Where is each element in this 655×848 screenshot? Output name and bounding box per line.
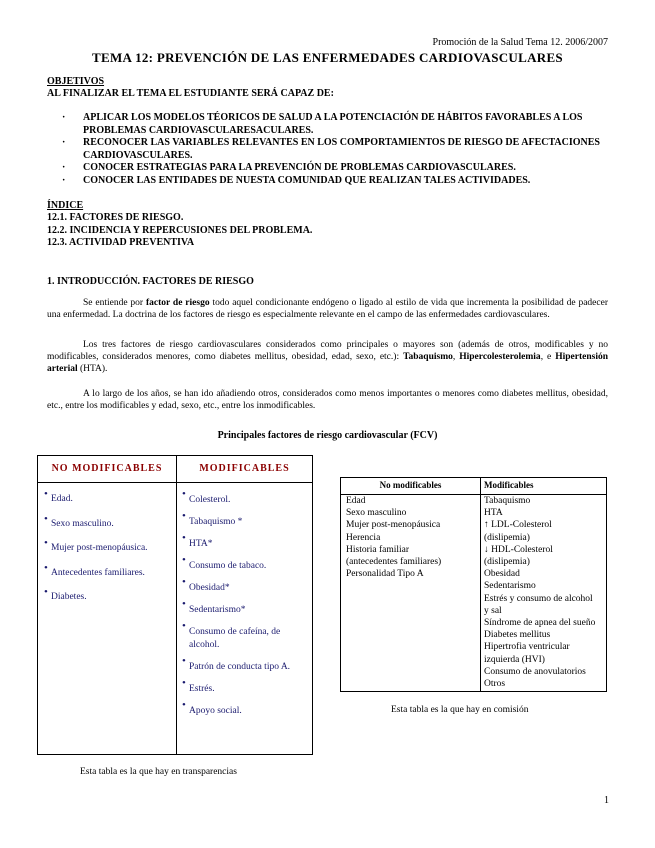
list-item: Historia familiar — [346, 544, 410, 555]
paragraph-definition: Se entiende por factor de riesgo todo aquel condicionante endógeno o ligado al estilo de vida que incrementa la posibilidad de padecer una enfermedad. La doctrina de los factores de riesgo es especialmente relevante en el campo de las enfermedades cardiovasculares. — [47, 298, 608, 320]
list-item: • HTA* — [182, 538, 310, 551]
modifiable-list — [182, 494, 310, 727]
risk-factors-table-commission — [340, 477, 607, 692]
index-item: 12.3. ACTIVIDAD PREVENTIVA — [47, 237, 195, 248]
list-item: Tabaquismo — [484, 496, 531, 506]
table2-caption: Esta tabla es la que hay en comisión — [391, 705, 529, 715]
list-item: • Tabaquismo * — [182, 516, 310, 529]
list-item: • Antecedentes familiares. — [44, 568, 172, 593]
objective-item: · CONOCER LAS ENTIDADES DE NUESTA COMUNIDAD QUE REALIZAN TALES ACTIVIDADES. — [62, 175, 610, 188]
list-item: • Mujer post-menopáusica. — [44, 543, 172, 568]
header-no-modificables: NO MODIFICABLES — [51, 463, 163, 474]
header-modificables: MODIFICABLES — [199, 463, 290, 474]
table1-caption: Esta tabla es la que hay en transparencias — [80, 767, 237, 777]
list-item: (antecedentes familiares) — [346, 557, 442, 568]
list-item: Personalidad Tipo A — [346, 569, 424, 580]
paragraph-major-factors: Los tres factores de riesgo cardiovasculares considerados como principales o mayores son (además de otros, modificables y no modificables, considerados menores, como diabetes mellitus, obesidad, edad, sexo, etc.): Tabaquismo, Hipercolesterolemia, e Hipertensión arterial (HTA). — [47, 340, 609, 374]
column-divider — [176, 456, 177, 754]
list-item: Sedentarismo — [484, 581, 536, 592]
list-item: Diabetes mellitus — [484, 630, 551, 641]
modifiable-list — [484, 495, 604, 690]
list-item: Otros — [484, 679, 506, 690]
page-header: Promoción de la Salud Tema 12. 2006/2007 — [432, 37, 608, 48]
list-item: Edad — [346, 496, 366, 506]
index-item: 12.1. FACTORES DE RIESGO. — [47, 212, 184, 223]
list-item: ↑ LDL-Colesterol — [484, 520, 552, 531]
document-title: TEMA 12: PREVENCIÓN DE LAS ENFERMEDADES CARDIOVASCULARES — [92, 50, 563, 65]
list-item: Herencia — [346, 532, 381, 543]
objectives-heading: OBJETIVOS — [47, 76, 105, 87]
list-item: • Diabetes. — [44, 592, 172, 617]
non-modifiable-list — [346, 495, 478, 580]
index-list — [47, 212, 312, 250]
objective-item: · RECONOCER LAS VARIABLES RELEVANTES EN LOS COMPORTAMIENTOS DE RIESGO DE AFECTACIONES CARDIOVASCULARES. — [62, 137, 610, 162]
risk-factors-table-transparencies — [37, 455, 313, 755]
list-item: Obesidad — [484, 569, 520, 580]
list-item: izquierda (HVI) — [484, 654, 545, 665]
list-item: HTA — [484, 508, 503, 519]
list-item: • Consumo de cafeína, de alcohol. — [182, 626, 310, 651]
list-item: Estrés y consumo de alcohol — [484, 593, 593, 604]
objectives-intro: AL FINALIZAR EL TEMA EL ESTUDIANTE SERÁ CAPAZ DE: — [47, 88, 334, 99]
list-item: • Obesidad* — [182, 582, 310, 595]
column-divider — [480, 478, 481, 691]
list-item: • Patrón de conducta tipo A. — [182, 661, 310, 674]
list-item: • Sexo masculino. — [44, 519, 172, 544]
objective-item: · CONOCER ESTRATEGIAS PARA LA PREVENCIÓN DE PROBLEMAS CARDIOVASCULARES. — [62, 162, 610, 175]
header-no-modificables: No modificables — [379, 480, 442, 490]
list-item: (dislipemia) — [484, 557, 530, 568]
list-item: • Apoyo social. — [182, 705, 310, 718]
list-item: • Colesterol. — [182, 494, 310, 507]
list-item: • Sedentarismo* — [182, 604, 310, 617]
index-item: 12.2. INCIDENCIA Y REPERCUSIONES DEL PROBLEMA. — [47, 224, 313, 236]
list-item: ↓ HDL-Colesterol — [484, 544, 553, 555]
objective-item: · APLICAR LOS MODELOS TÉORICOS DE SALUD A LA POTENCIACIÓN DE HÁBITOS FAVORABLES A LOS PROBLEMAS CARDIOVASCULARESACULARES. — [62, 112, 610, 137]
list-item: Síndrome de apnea del sueño — [484, 618, 596, 629]
index-heading: ÍNDICE — [47, 200, 84, 211]
list-item: (dislipemia) — [484, 532, 530, 543]
table-header-row — [38, 456, 312, 483]
table-caption: Principales factores de riesgo cardiovascular (FCV) — [217, 430, 438, 441]
section-heading: 1. INTRODUCCIÓN. FACTORES DE RIESGO — [47, 276, 254, 287]
objectives-list — [62, 112, 610, 187]
list-item: • Consumo de tabaco. — [182, 560, 310, 573]
header-modificables: Modificables — [484, 480, 534, 490]
non-modifiable-list — [44, 494, 172, 617]
list-item: y sal — [484, 605, 502, 616]
paragraph-minor-factors: A lo largo de los años, se han ido añadiendo otros, considerados como menos importantes o menores como diabetes mellitus, obesidad, etc., entre los modificables y edad, sexo, etc., entre los inmodificables. — [47, 389, 608, 411]
list-item: • Estrés. — [182, 683, 310, 696]
list-item: Mujer post-menopáusica — [346, 520, 441, 531]
list-item: Consumo de anovulatorios — [484, 666, 586, 677]
list-item: Hipertrofia ventricular — [484, 642, 570, 653]
list-item: • Edad. — [44, 494, 172, 519]
page-number: 1 — [604, 795, 609, 806]
list-item: Sexo masculino — [346, 508, 407, 519]
